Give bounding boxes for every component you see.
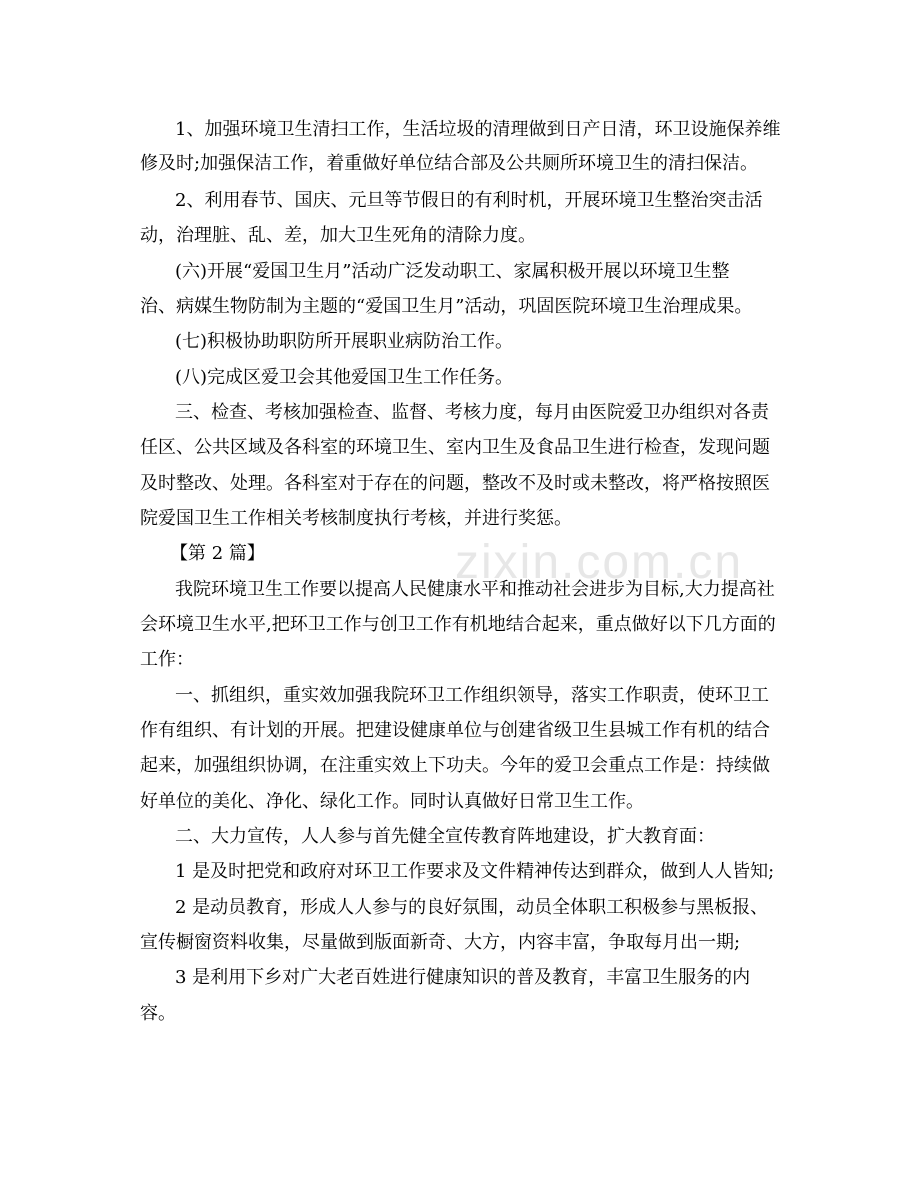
paragraph-line: 及时整改、处理。各科室对于存在的问题，整改不及时或未整改，将严格按照医 bbox=[140, 473, 770, 494]
paragraph-line: 2、利用春节、国庆、元旦等节假日的有利时机，开展环境卫生整治突击活 bbox=[175, 190, 763, 211]
paragraph-line: 一、抓组织，重实效加强我院环卫工作组织领导，落实工作职责，使环卫工 bbox=[175, 685, 769, 706]
paragraph-line: 作有组织、有计划的开展。把建设健康单位与创建省级卫生县城工作有机的结合 bbox=[140, 720, 770, 741]
paragraph-line: 我院环境卫生工作要以提高人民健康水平和推动社会进步为目标,大力提高社 bbox=[175, 579, 775, 600]
paragraph-line: 工作： bbox=[140, 649, 194, 670]
watermark: zixin.com.cn bbox=[455, 536, 744, 589]
paragraph-line: 好单位的美化、净化、绿化工作。同时认真做好日常卫生工作。 bbox=[140, 791, 644, 812]
paragraph-line: 治、病媒生物防制为主题的“爱国卫生月”活动，巩固医院环境卫生治理成果。 bbox=[140, 296, 753, 317]
paragraph-line: (七)积极协助职防所开展职业病防治工作。 bbox=[175, 331, 514, 352]
paragraph-line: 二、大力宣传，人人参与首先健全宣传教育阵地建设，扩大教育面： bbox=[175, 826, 715, 847]
paragraph-line: 起来，加强组织协调，在注重实效上下功夫。今年的爱卫会重点工作是：持续做 bbox=[140, 755, 770, 776]
paragraph-line: 院爱国卫生工作相关考核制度执行考核，并进行奖惩。 bbox=[140, 508, 572, 529]
paragraph-line: 3 是利用下乡对广大老百姓进行健康知识的普及教育，丰富卫生服务的内 bbox=[175, 967, 751, 988]
paragraph-line: 会环境卫生水平,把环卫工作与创卫工作有机地结合起来，重点做好以下几方面的 bbox=[140, 614, 776, 635]
paragraph-line: 任区、公共区域及各科室的环境卫生、室内卫生及食品卫生进行检查，发现问题 bbox=[140, 437, 770, 458]
paragraph-line: 2 是动员教育，形成人人参与的良好氛围，动员全体职工积极参与黑板报、 bbox=[175, 897, 769, 918]
paragraph-line: 修及时;加强保洁工作，着重做好单位结合部及公共厕所环境卫生的清扫保洁。 bbox=[140, 153, 759, 174]
paragraph-line: (六)开展“爱国卫生月”活动广泛发动职工、家属积极开展以环境卫生整 bbox=[175, 261, 730, 282]
paragraph-line: 宣传橱窗资料收集，尽量做到版面新奇、大方，内容丰富，争取每月出一期; bbox=[140, 932, 741, 953]
paragraph-line: 容。 bbox=[140, 1003, 176, 1024]
paragraph-line: 三、检查、考核加强检查、监督、考核力度，每月由医院爱卫办组织对各责 bbox=[175, 402, 769, 423]
paragraph-line: 动，治理脏、乱、差，加大卫生死角的清除力度。 bbox=[140, 225, 536, 246]
paragraph-line: 1 是及时把党和政府对环卫工作要求及文件精神传达到群众，做到人人皆知; bbox=[175, 861, 775, 882]
section-heading: 【第 2 篇】 bbox=[170, 543, 265, 564]
paragraph-line: 1、加强环境卫生清扫工作，生活垃圾的清理做到日产日清，环卫设施保养维 bbox=[175, 119, 781, 140]
paragraph-line: (八)完成区爱卫会其他爱国卫生工作任务。 bbox=[175, 367, 514, 388]
